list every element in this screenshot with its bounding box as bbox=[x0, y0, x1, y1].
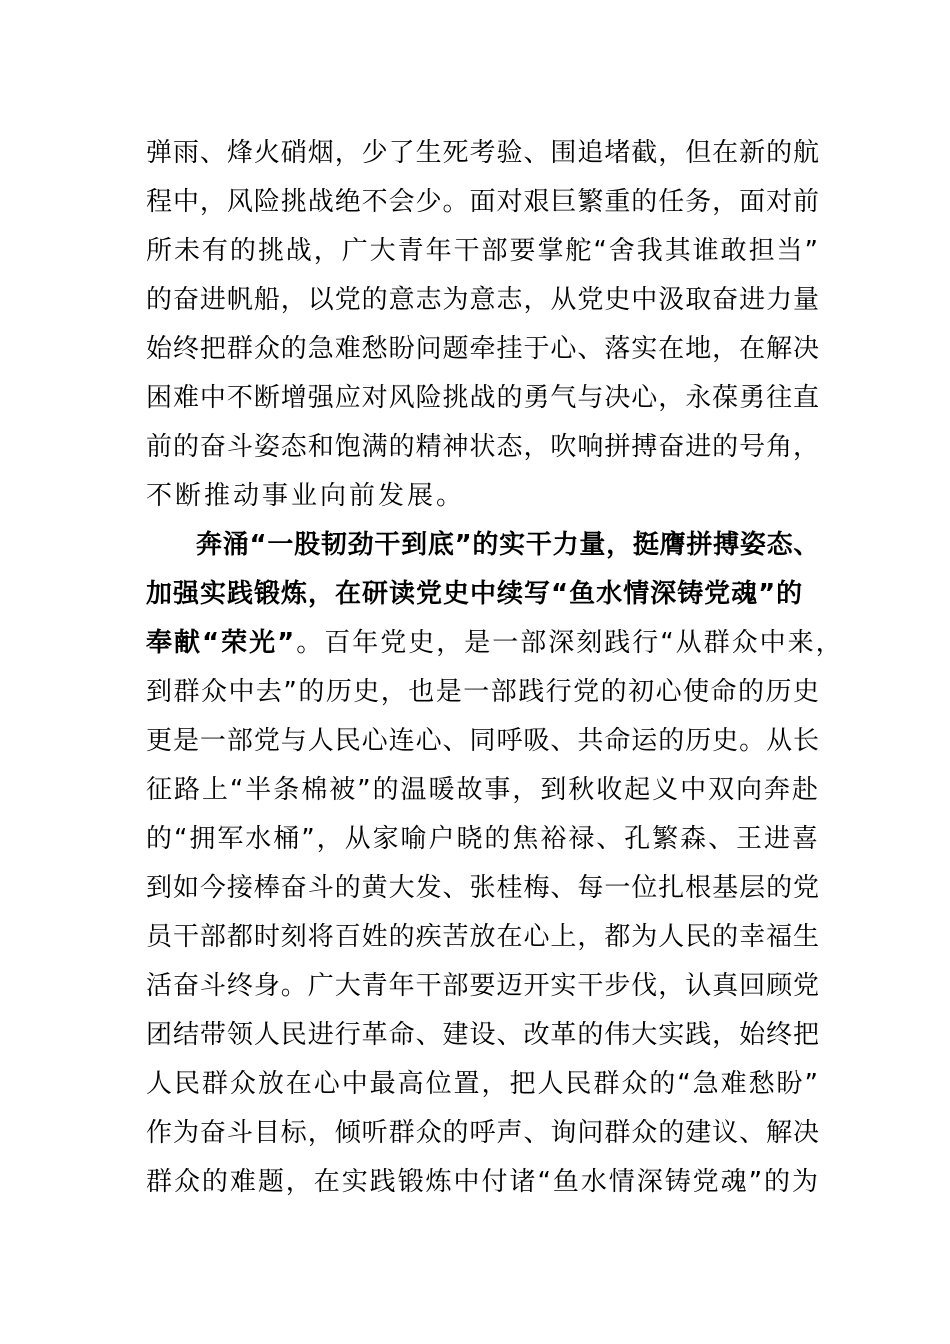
text-line: 前的奋斗姿态和饱满的精神状态，吹响拼搏奋进的号角， bbox=[146, 432, 821, 462]
text-line: 始终把群众的急难愁盼问题牵挂于心、落实在地，在解决 bbox=[146, 334, 821, 364]
text-line: 的“拥军水桶”，从家喻户晓的焦裕禄、孔繁森、王进喜 bbox=[146, 824, 820, 854]
text-line: 团结带领人民进行革命、建设、改革的伟大实践，始终把 bbox=[146, 1020, 821, 1050]
text-line: 征路上“半条棉被”的温暖故事，到秋收起义中双向奔赴 bbox=[146, 775, 820, 805]
text-line: 程中，风险挑战绝不会少。面对艰巨繁重的任务，面对前 bbox=[146, 187, 821, 217]
text-line: 不断推动事业向前发展。 bbox=[146, 481, 466, 511]
text-line: 员干部都时刻将百姓的疾苦放在心上，都为人民的幸福生 bbox=[146, 922, 821, 952]
text-line: 困难中不断增强应对风险挑战的勇气与决心，永葆勇往直 bbox=[146, 383, 821, 413]
text-line: 群众的难题，在实践锻炼中付诸“鱼水情深铸党魂”的为 bbox=[146, 1167, 820, 1197]
text-line: 作为奋斗目标，倾听群众的呼声、询问群众的建议、解决 bbox=[146, 1118, 821, 1148]
text-line: 到如今接棒奋斗的黄大发、张桂梅、每一位扎根基层的党 bbox=[146, 873, 821, 903]
text-segment: 。百年党史，是一部深刻践行“从群众中来， bbox=[296, 628, 844, 658]
text-line: 所未有的挑战，广大青年干部要掌舵“舍我其谁敢担当” bbox=[146, 236, 820, 266]
text-line: 到群众中去”的历史，也是一部践行党的初心使命的历史 bbox=[146, 677, 821, 707]
text-line: 人民群众放在心中最高位置，把人民群众的“急难愁盼” bbox=[146, 1069, 820, 1099]
text-line: 活奋斗终身。广大青年干部要迈开实干步伐，认真回顾党 bbox=[146, 971, 821, 1001]
text-line: 弹雨、烽火硝烟，少了生死考验、围追堵截，但在新的航 bbox=[146, 138, 821, 168]
text-line bbox=[146, 626, 844, 660]
section-heading-line: 加强实践锻炼，在研读党史中续写“鱼水情深铸党魂”的 bbox=[146, 579, 804, 609]
section-heading-end: 奉献“荣光” bbox=[146, 628, 297, 658]
section-heading-line: 奔涌“一股韧劲干到底”的实干力量，挺膺拼搏姿态、 bbox=[196, 530, 821, 560]
text-line: 的奋进帆船，以党的意志为意志，从党史中汲取奋进力量 bbox=[146, 285, 821, 315]
text-line: 更是一部党与人民心连心、同呼吸、共命运的历史。从长 bbox=[146, 726, 821, 756]
